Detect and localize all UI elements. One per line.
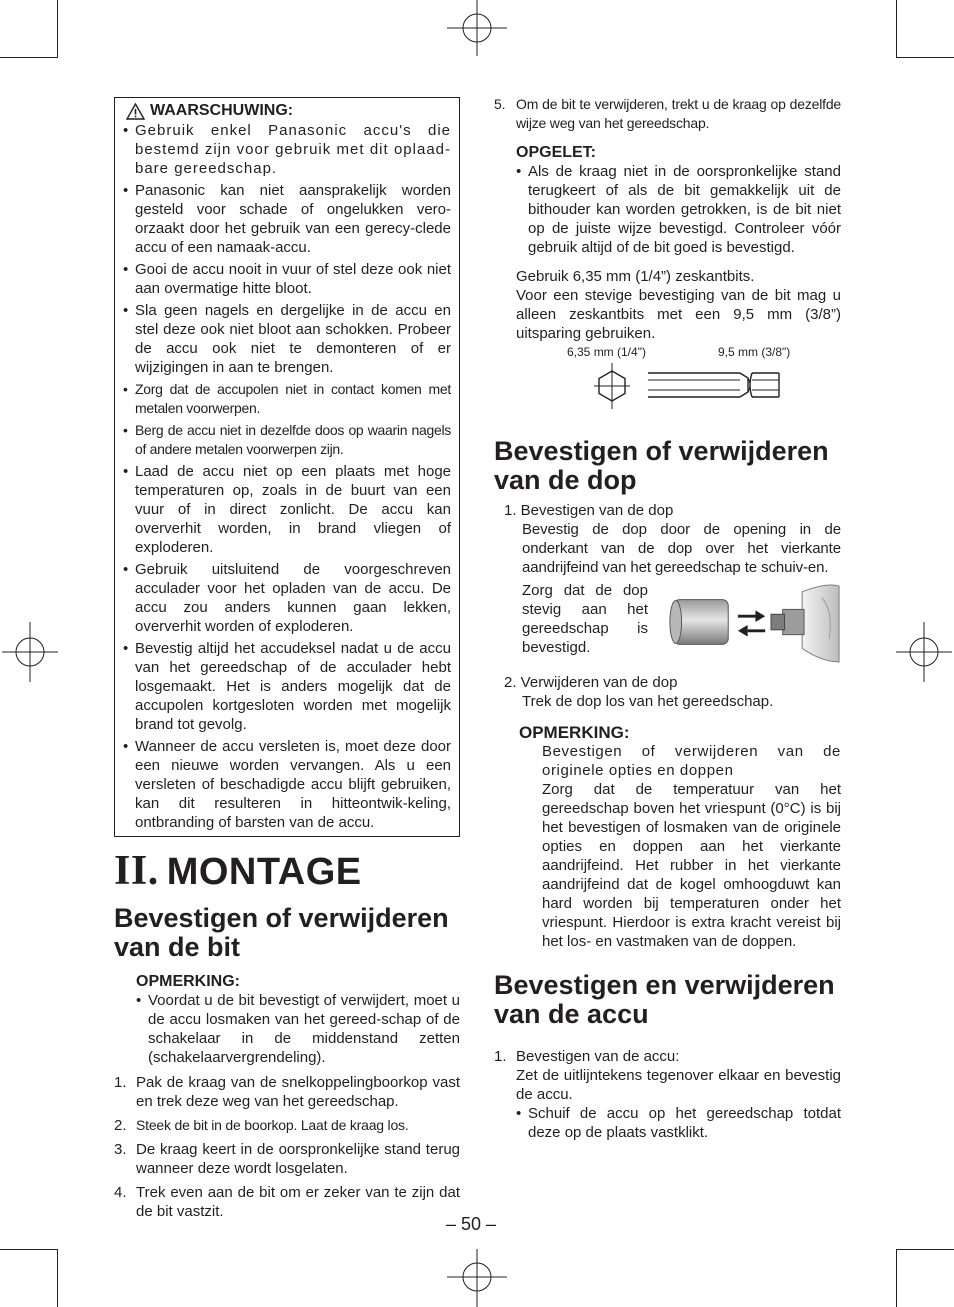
crop-mark: [896, 1249, 897, 1307]
socket-step2-title: 2. Verwijderen van de dop: [504, 674, 678, 691]
crop-mark: [896, 0, 897, 58]
caution-title: OPGELET:: [516, 144, 597, 161]
warning-heading: [126, 102, 451, 120]
battery-section-title: Bevestigen en verwijderen van de accu: [494, 970, 835, 1029]
warning-item: • Panasonic kan niet aansprakelijk worden gesteld voor schade of ongelukken vero-orzaakt door het gebruik van een gerecy-clede accu of een namaak-accu.: [123, 181, 451, 257]
registration-mark-right: [894, 622, 954, 682]
bits-text-1: Gebruik 6,35 mm (1/4”) zeskantbits.: [516, 268, 755, 285]
bit-note-title: OPMERKING:: [136, 973, 240, 990]
bit-step: [114, 1183, 460, 1221]
crop-mark: [0, 1249, 58, 1250]
hex-size-label: 6,35 mm (1/4"): [567, 345, 646, 359]
step-text: De kraag keert in de oorspronkelijke stand terug wanneer deze wordt losgelaten.: [136, 1141, 460, 1177]
registration-mark-bottom: [447, 1247, 507, 1307]
bit-shank-icon: [644, 367, 784, 403]
registration-mark-top: [447, 0, 507, 60]
socket-check-row: [494, 581, 841, 667]
caution-item: • Als de kraag niet in de oorspronkelijke stand terugkeert of als de bit gemakkelijk uit de bithouder kan worden getrokken, is de bit niet op de juiste wijze bevestigd. Controleer vóór gebruik altijd of de bit goed is bevestigd.: [516, 162, 841, 257]
step-number: 5.: [494, 96, 506, 112]
warning-item: • Gebruik enkel Panasonic accu's die bestemd zijn voor gebruik met dit oplaad-bare gereedschap.: [123, 121, 451, 178]
registration-mark-left: [0, 622, 60, 682]
battery-step-text: Zet de uitlijntekens tegenover elkaar en bevestig de accu.: [516, 1067, 841, 1103]
bit-step: [494, 95, 841, 133]
chapter-roman: II.: [114, 848, 159, 894]
crop-mark: [57, 0, 58, 58]
hex-bit-icon: [594, 363, 630, 409]
warning-item: • Sla geen nagels en dergelijke in de accu en stel deze ook niet bloot aan schokken. Probeer de accu ook niet te demonteren of er wijzigingen in aan te brengen.: [123, 301, 451, 377]
socket-step1-title: 1. Bevestigen van de dop: [504, 502, 674, 519]
warning-item: • Berg de accu niet in dezelfde doos op waarin nagels of andere metalen voorwerpen zijn.: [123, 421, 451, 459]
step-number: 1.: [494, 1048, 507, 1065]
socket-note-text-1: Bevestigen of verwijderen van de originele opties en doppen: [542, 743, 841, 779]
step-number: 2.: [114, 1117, 127, 1134]
crop-mark: [0, 57, 58, 58]
warning-item: • Gebruik uitsluitend de voorgeschreven acculader voor het opladen van de accu. De accu zou anders kunnen gaan lekken, oververhit worden of exploderen.: [123, 560, 451, 636]
step-number: 4.: [114, 1184, 127, 1201]
left-column: [114, 97, 460, 1226]
step-text: Om de bit te verwijderen, trekt u de kraag op dezelfde wijze weg van het gereedschap.: [516, 96, 841, 131]
battery-step-title: Bevestigen van de accu:: [516, 1048, 680, 1065]
socket-section-title: Bevestigen of verwijderen van de dop: [494, 436, 829, 495]
chapter-heading: [114, 848, 460, 894]
socket-step1-text: Bevestig de dop door de opening in de onderkant van de dop over het vierkante aandrijfeind van het gereedschap te schuiv-en.: [522, 521, 841, 576]
bit-note-item: • Voordat u de bit bevestigt of verwijdert, moet u de accu losmaken van het gereed-schap of de schakelaar in de middenstand zetten (schakelaarvergrendeling).: [136, 991, 460, 1067]
socket-drive-illustration: [666, 579, 841, 667]
bit-step: [114, 1116, 460, 1135]
step-number: 3.: [114, 1141, 127, 1158]
step-text: Trek even aan de bit om er zeker van te zijn dat de bit vastzit.: [136, 1184, 460, 1220]
bit-section-title: Bevestigen of verwijderen van de bit: [114, 903, 449, 962]
battery-step: [494, 1047, 841, 1066]
step-text: Steek de bit in de boorkop. Laat de kraag los.: [136, 1117, 409, 1133]
right-column: [494, 95, 841, 1145]
warning-triangle-icon: [126, 103, 145, 120]
crop-mark: [57, 1249, 58, 1307]
warning-box: [114, 97, 460, 837]
bits-figure: [494, 345, 841, 411]
warning-item: • Zorg dat de accupolen niet in contact komen met metalen voorwerpen.: [123, 380, 451, 418]
bit-step: [114, 1073, 460, 1111]
battery-step-bullet: • Schuif de accu op het gereedschap totdat deze op de plaats vastklikt.: [516, 1104, 841, 1142]
socket-note-text-2: Zorg dat de temperatuur van het gereedschap boven het vriespunt (0°C) is bij het bevestigen of losmaken van de originele opties en doppen aan het vierkante aandrijfeind. Het rubber in het vierkante aandrijfeind dat de kogel omhoogduwt kan hard worden bij temperaturen onder het vriespunt. Hierdoor is extra kracht vereist bij het los- en vastmaken van de doppen.: [542, 781, 841, 950]
recess-size-label: 9,5 mm (3/8"): [718, 345, 791, 359]
warning-title: WAARSCHUWING:: [150, 102, 294, 119]
crop-mark: [896, 57, 954, 58]
chapter-title: MONTAGE: [166, 851, 362, 893]
page-number: – 50 –: [446, 1214, 497, 1234]
step-text: Pak de kraag van de snelkoppelingboorkop vast en trek deze weg van het gereedschap.: [136, 1074, 460, 1110]
bits-text-2: Voor een stevige bevestiging van de bit mag u alleen zeskantbits met een 9,5 mm (3/8”) uitsparing gebruiken.: [516, 287, 841, 342]
step-number: 1.: [114, 1074, 127, 1091]
crop-mark: [896, 1249, 954, 1250]
warning-item: • Gooi de accu nooit in vuur of stel deze ook niet aan overmatige hitte bloot.: [123, 260, 451, 298]
warning-item: • Wanneer de accu versleten is, moet deze door een nieuwe worden vervangen. Als u een versleten of beschadigde accu blijft gebruiken, kan dit resulteren in hitteontwik-keling, ontbranding of barsten van de accu.: [123, 737, 451, 832]
bit-step: [114, 1140, 460, 1178]
warning-item: • Bevestig altijd het accudeksel nadat u de accu van het gereedschap of de acculader hebt losgemaakt. Het is anders mogelijk dat de accupolen kortgesloten worden met mogelijk brand tot gevolg.: [123, 639, 451, 734]
warning-item: • Laad de accu niet op een plaats met hoge temperaturen op, zoals in de buurt van een vuur of in direct zonlicht. De accu kan oververhit worden, in brand vliegen of exploderen.: [123, 462, 451, 557]
socket-step2-text: Trek de dop los van het gereedschap.: [522, 693, 774, 710]
socket-step1-check: Zorg dat de dop stevig aan het gereedschap is bevestigd.: [522, 582, 648, 656]
socket-note-title: OPMERKING:: [519, 723, 630, 742]
